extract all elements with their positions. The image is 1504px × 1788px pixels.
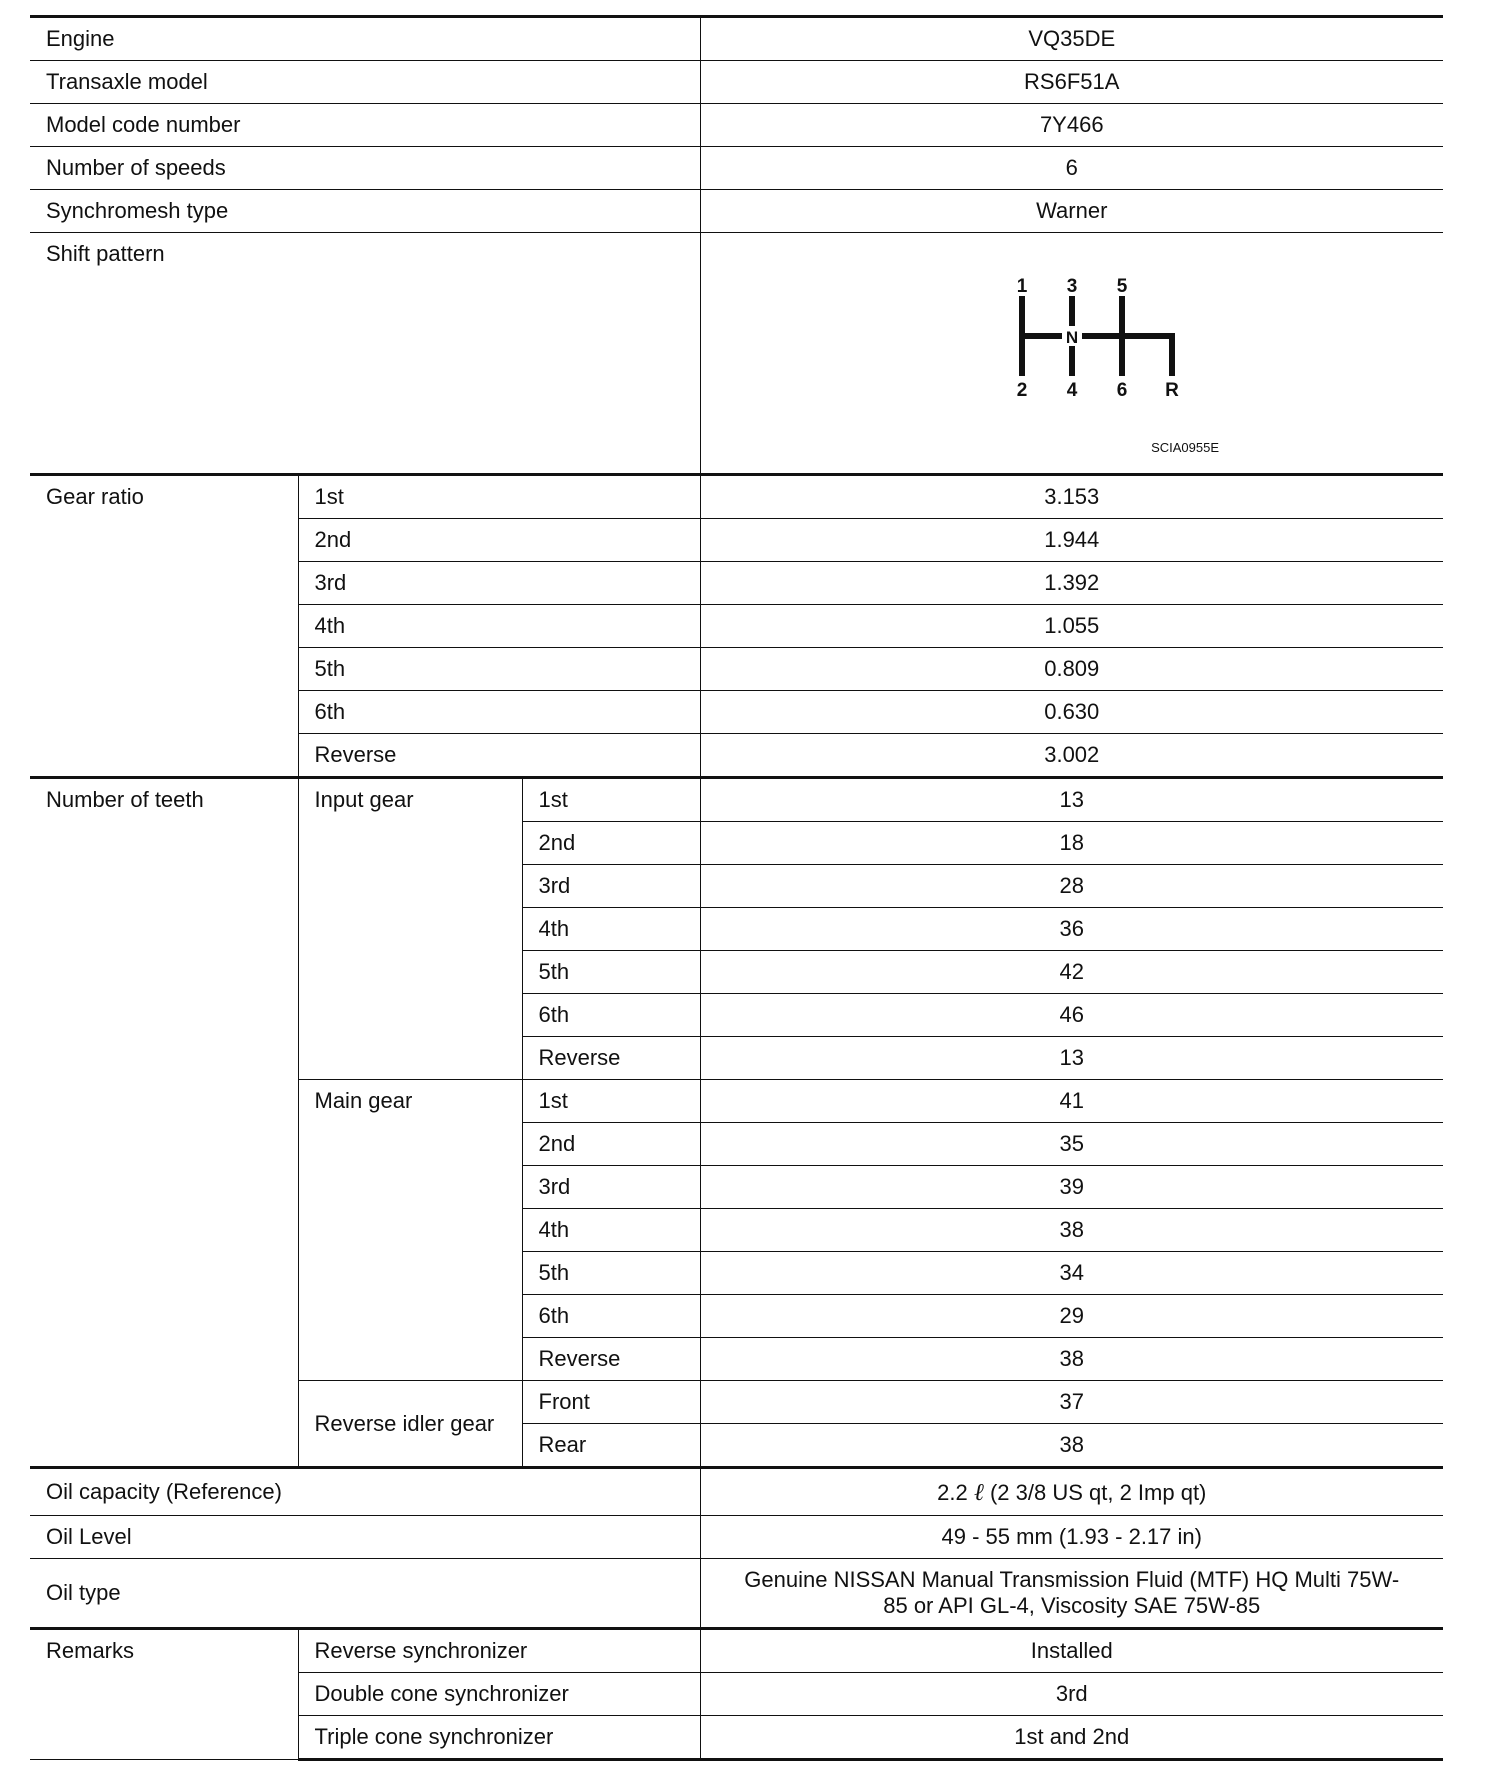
teeth-value: 41 bbox=[700, 1080, 1443, 1123]
number-of-teeth-section bbox=[30, 778, 1443, 1468]
table-row bbox=[30, 1629, 1443, 1673]
teeth-value: 46 bbox=[700, 994, 1443, 1037]
table-row bbox=[30, 147, 1443, 190]
gear-ratio-value: 3.153 bbox=[700, 475, 1443, 519]
number-of-teeth-label: Number of teeth bbox=[30, 778, 298, 1468]
gear-ratio-section bbox=[30, 475, 1443, 778]
oil-capacity-value bbox=[700, 1468, 1443, 1516]
engine-value: VQ35DE bbox=[700, 17, 1443, 61]
synchromesh-value: Warner bbox=[700, 190, 1443, 233]
gear-ratio-value: 1.392 bbox=[700, 562, 1443, 605]
shift-pattern-label: Shift pattern bbox=[30, 233, 700, 475]
figure-code: SCIA0955E bbox=[1151, 440, 1219, 455]
model-code-label: Model code number bbox=[30, 104, 700, 147]
shift-position-reverse: R bbox=[1164, 380, 1179, 401]
transaxle-value: RS6F51A bbox=[700, 61, 1443, 104]
shift-position-1: 1 bbox=[1016, 278, 1028, 297]
teeth-value: 42 bbox=[700, 951, 1443, 994]
remark-value: 1st and 2nd bbox=[700, 1716, 1443, 1760]
remark-item: Triple cone synchronizer bbox=[298, 1716, 700, 1760]
table-row bbox=[30, 17, 1443, 61]
teeth-gear: 4th bbox=[522, 1209, 700, 1252]
reverse-idler-gear-label: Reverse idler gear bbox=[298, 1381, 522, 1468]
teeth-gear: 2nd bbox=[522, 822, 700, 865]
shift-pattern-cell bbox=[700, 233, 1443, 475]
teeth-value: 35 bbox=[700, 1123, 1443, 1166]
table-row bbox=[30, 778, 1443, 822]
table-row bbox=[30, 61, 1443, 104]
gear-ratio-gear: 5th bbox=[298, 648, 700, 691]
oil-type-label: Oil type bbox=[30, 1559, 700, 1629]
remarks-section bbox=[30, 1629, 1443, 1760]
remark-item: Reverse synchronizer bbox=[298, 1629, 700, 1673]
oil-type-value bbox=[700, 1559, 1443, 1629]
main-gear-label: Main gear bbox=[298, 1080, 522, 1381]
remark-value: Installed bbox=[700, 1629, 1443, 1673]
input-gear-label: Input gear bbox=[298, 778, 522, 1080]
teeth-value: 28 bbox=[700, 865, 1443, 908]
teeth-gear: 6th bbox=[522, 994, 700, 1037]
gear-ratio-value: 0.630 bbox=[700, 691, 1443, 734]
table-row bbox=[30, 1468, 1443, 1516]
shift-position-5: 5 bbox=[1116, 278, 1128, 297]
oil-type-line-2: 85 or API GL-4, Viscosity SAE 75W-85 bbox=[883, 1593, 1261, 1618]
teeth-gear: 6th bbox=[522, 1295, 700, 1338]
teeth-gear: 1st bbox=[522, 1080, 700, 1123]
transaxle-label: Transaxle model bbox=[30, 61, 700, 104]
teeth-value: 13 bbox=[700, 778, 1443, 822]
teeth-value: 38 bbox=[700, 1424, 1443, 1468]
gear-ratio-gear: 6th bbox=[298, 691, 700, 734]
teeth-value: 37 bbox=[700, 1381, 1443, 1424]
shift-pattern-diagram bbox=[962, 278, 1182, 408]
teeth-gear: 3rd bbox=[522, 865, 700, 908]
table-row bbox=[30, 1559, 1443, 1629]
gear-ratio-value: 1.944 bbox=[700, 519, 1443, 562]
shift-position-3: 3 bbox=[1066, 278, 1078, 297]
gear-ratio-gear: Reverse bbox=[298, 734, 700, 778]
speeds-value: 6 bbox=[700, 147, 1443, 190]
teeth-value: 38 bbox=[700, 1338, 1443, 1381]
remark-item: Double cone synchronizer bbox=[298, 1673, 700, 1716]
gear-ratio-gear: 2nd bbox=[298, 519, 700, 562]
teeth-value: 34 bbox=[700, 1252, 1443, 1295]
teeth-value: 13 bbox=[700, 1037, 1443, 1080]
teeth-gear: Front bbox=[522, 1381, 700, 1424]
model-code-value: 7Y466 bbox=[700, 104, 1443, 147]
oil-capacity-amount: 2.2 bbox=[937, 1479, 968, 1505]
gear-ratio-gear: 1st bbox=[298, 475, 700, 519]
liter-symbol: ℓ bbox=[973, 1477, 984, 1506]
table-row bbox=[30, 104, 1443, 147]
shift-position-4: 4 bbox=[1066, 380, 1078, 401]
teeth-gear: 5th bbox=[522, 951, 700, 994]
oil-capacity-label: Oil capacity (Reference) bbox=[30, 1468, 700, 1516]
gear-ratio-value: 3.002 bbox=[700, 734, 1443, 778]
teeth-value: 36 bbox=[700, 908, 1443, 951]
teeth-gear: Reverse bbox=[522, 1338, 700, 1381]
remarks-label: Remarks bbox=[30, 1629, 298, 1760]
teeth-gear: Reverse bbox=[522, 1037, 700, 1080]
teeth-gear: Rear bbox=[522, 1424, 700, 1468]
oil-level-label: Oil Level bbox=[30, 1516, 700, 1559]
engine-label: Engine bbox=[30, 17, 700, 61]
gate-crossbar bbox=[1022, 336, 1172, 376]
teeth-gear: 5th bbox=[522, 1252, 700, 1295]
teeth-gear: 4th bbox=[522, 908, 700, 951]
teeth-gear: 3rd bbox=[522, 1166, 700, 1209]
teeth-value: 39 bbox=[700, 1166, 1443, 1209]
gear-ratio-label: Gear ratio bbox=[30, 475, 298, 778]
table-row bbox=[30, 475, 1443, 519]
synchromesh-label: Synchromesh type bbox=[30, 190, 700, 233]
shift-position-2: 2 bbox=[1016, 380, 1028, 401]
gear-ratio-gear: 3rd bbox=[298, 562, 700, 605]
transaxle-spec-table bbox=[30, 15, 1443, 1761]
oil-level-value: 49 - 55 mm (1.93 - 2.17 in) bbox=[700, 1516, 1443, 1559]
teeth-value: 18 bbox=[700, 822, 1443, 865]
shift-position-neutral: N bbox=[1065, 328, 1078, 347]
speeds-label: Number of speeds bbox=[30, 147, 700, 190]
shift-position-6: 6 bbox=[1116, 380, 1128, 401]
oil-type-line-1: Genuine NISSAN Manual Transmission Fluid (MTF) HQ Multi 75W- bbox=[744, 1567, 1400, 1592]
oil-capacity-conversion: (2 3/8 US qt, 2 Imp qt) bbox=[989, 1479, 1207, 1505]
teeth-gear: 2nd bbox=[522, 1123, 700, 1166]
teeth-value: 38 bbox=[700, 1209, 1443, 1252]
table-row bbox=[30, 1516, 1443, 1559]
gear-ratio-value: 0.809 bbox=[700, 648, 1443, 691]
remark-value: 3rd bbox=[700, 1673, 1443, 1716]
teeth-gear: 1st bbox=[522, 778, 700, 822]
gear-ratio-gear: 4th bbox=[298, 605, 700, 648]
gear-ratio-value: 1.055 bbox=[700, 605, 1443, 648]
teeth-value: 29 bbox=[700, 1295, 1443, 1338]
table-row bbox=[30, 233, 1443, 475]
table-row bbox=[30, 190, 1443, 233]
